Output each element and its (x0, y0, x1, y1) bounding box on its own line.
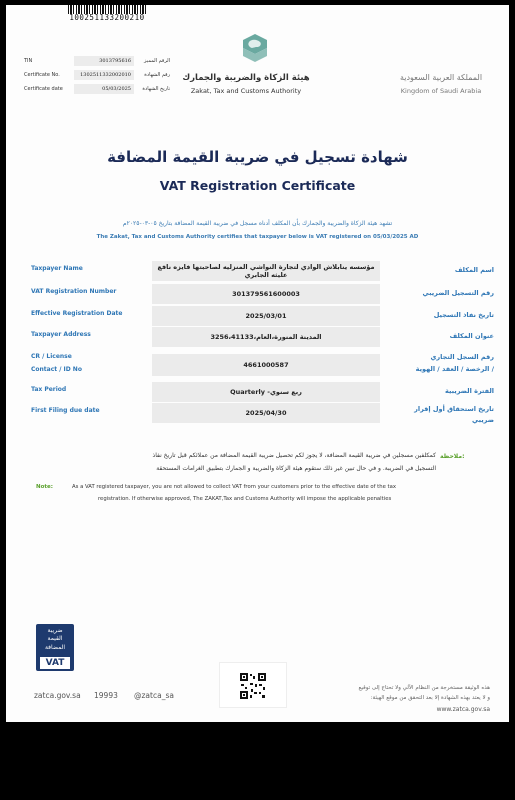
field-effective-date (24, 306, 494, 326)
field-label-ar: تاريخ نفاذ التسجيل (433, 311, 494, 319)
meta-label: Certificate date (24, 86, 63, 92)
field-taxpayer-address (24, 327, 494, 347)
field-label-ar: تاريخ استحقاق أول إقرار (414, 405, 494, 413)
field-value: مؤسسه ينابلاش الوادي لتجارة النواشي المنزليه لصاحبتها فايزه نافع عليثه الجابري (152, 261, 380, 281)
meta-value: 05/03/2025 (74, 84, 134, 94)
field-label-en: Tax Period (31, 386, 67, 393)
field-value: المدينة المنورة،العام،3256،41133 (152, 327, 380, 347)
field-value: 2025/03/01 (152, 306, 380, 326)
note-label-ar: ملاحظة: (440, 453, 465, 460)
field-value: ربع سنوي- Quarterly (152, 382, 380, 402)
field-vat-number (24, 284, 494, 304)
field-cr-license (24, 349, 494, 381)
vat-logo-text: ضريبة (47, 627, 63, 634)
field-label-en: Effective Registration Date (31, 310, 123, 317)
footer-verify-text: هذه الوثيقة مستخرجة من النظام الآلي ولا تحتاج إلى توقيع (358, 685, 490, 691)
authority-name-en: Zakat, Tax and Customs Authority (190, 87, 302, 95)
meta-label-ar: تاريخ الشهادة (142, 86, 170, 92)
field-label-en: CR / License (31, 353, 72, 360)
field-taxpayer-name (24, 261, 494, 281)
field-label-ar: رقم التسجيل الضريبي (422, 289, 494, 297)
vat-logo (36, 624, 74, 671)
meta-value: 1302511332002010 (74, 70, 134, 80)
certificate-document (6, 5, 509, 722)
field-label-en-line2: Contact / ID No (31, 366, 82, 373)
qr-code (219, 662, 287, 708)
barcode-number: 100251133200210 (69, 13, 145, 22)
meta-label-ar: رقم الشهادة (144, 72, 170, 78)
footer-phone: 19993 (94, 691, 118, 700)
kingdom-name-en: Kingdom of Saudi Arabia (400, 87, 482, 95)
intro-text-en: The Zakat, Tax and Customs Authority certifies that taxpayer below is VAT registered on 05/03/2025 AD (96, 234, 419, 240)
field-label-en: First Filing due date (31, 407, 100, 414)
field-first-filing-date (24, 403, 494, 431)
meta-label-ar: الرقم المميز (144, 58, 170, 64)
zatca-logo-icon (240, 34, 270, 66)
qr-code-icon (240, 673, 266, 699)
meta-label: Certificate No. (24, 72, 60, 78)
intro-text-ar: تشهد هيئة الزكاة والضريبة والجمارك بأن المكلف أدناه مسجل في ضريبة القيمة المضافة بتاريخ ٠٥-٠٣-٢٠٢٥م (122, 220, 393, 227)
field-label-ar: الفترة الضريبية (445, 387, 494, 395)
meta-value: 3013795616 (74, 56, 134, 66)
field-label-ar-line2: / الرخصة / العقد / الهوية (415, 365, 494, 373)
field-label-ar: عنوان المكلف (449, 332, 494, 340)
field-label-ar: رقم السجل التجاري (430, 353, 494, 361)
note-label-en: Note: (36, 484, 53, 490)
field-label-en: Taxpayer Name (31, 265, 83, 272)
note-text-en: registration. If otherwise approved, The ZAKAT,Tax and Customs Authority will impose the applicable penalties (98, 496, 392, 502)
certificate-title-ar: شهادة تسجيل في ضريبة القيمة المضافة (107, 148, 408, 166)
footer-verify-text: و لا يعتد بهذه الشهادة إلا بعد التحقق من موقع الهيئة: (370, 695, 490, 701)
meta-certificate-no (20, 69, 170, 81)
kingdom-name-ar: المملكة العربية السعودية (399, 73, 483, 82)
note-text-ar: كمكلفين مسجلين في ضريبة القيمة المضافة، لا يجوز لكم تحصيل ضريبة القيمة المضافة من عملائكم قبل تاريخ نفاذ (152, 452, 436, 459)
meta-tin (20, 55, 170, 67)
field-label-en: Taxpayer Address (31, 331, 91, 338)
field-value: 2025/04/30 (152, 403, 380, 423)
note-text-en: As a VAT registered taxpayer, you are not allowed to collect VAT from your customers prior to the effective date of the tax (72, 484, 397, 490)
authority-name-ar: هيئة الزكاة والضريبة والجمارك (182, 73, 310, 83)
footer-twitter[interactable]: @zatca_sa (134, 691, 174, 700)
meta-certificate-date (20, 83, 170, 95)
field-label-ar: اسم المكلف (454, 266, 494, 274)
field-value: 4661000587 (152, 354, 380, 376)
certificate-title-en: VAT Registration Certificate (159, 178, 356, 193)
field-tax-period (24, 382, 494, 402)
footer-website[interactable]: zatca.gov.sa (34, 691, 81, 700)
note-text-ar: التسجيل في الضريبة. و في حال تبين غير ذلك ستقوم هيئة الزكاة والضريبة و الجمارك بتطبيق الغرامات المستحقة (156, 465, 436, 472)
field-value: 301379561600003 (152, 284, 380, 304)
field-label-en: VAT Registration Number (31, 288, 117, 295)
field-label-ar-line2: ضريبي (472, 416, 494, 424)
vat-logo-en: VAT (40, 657, 70, 669)
footer-verify-site[interactable]: www.zatca.gov.sa (436, 706, 490, 713)
vat-logo-text: القيمة (47, 635, 63, 642)
vat-logo-text: المضافة (44, 644, 66, 651)
meta-label: TIN (24, 58, 33, 64)
